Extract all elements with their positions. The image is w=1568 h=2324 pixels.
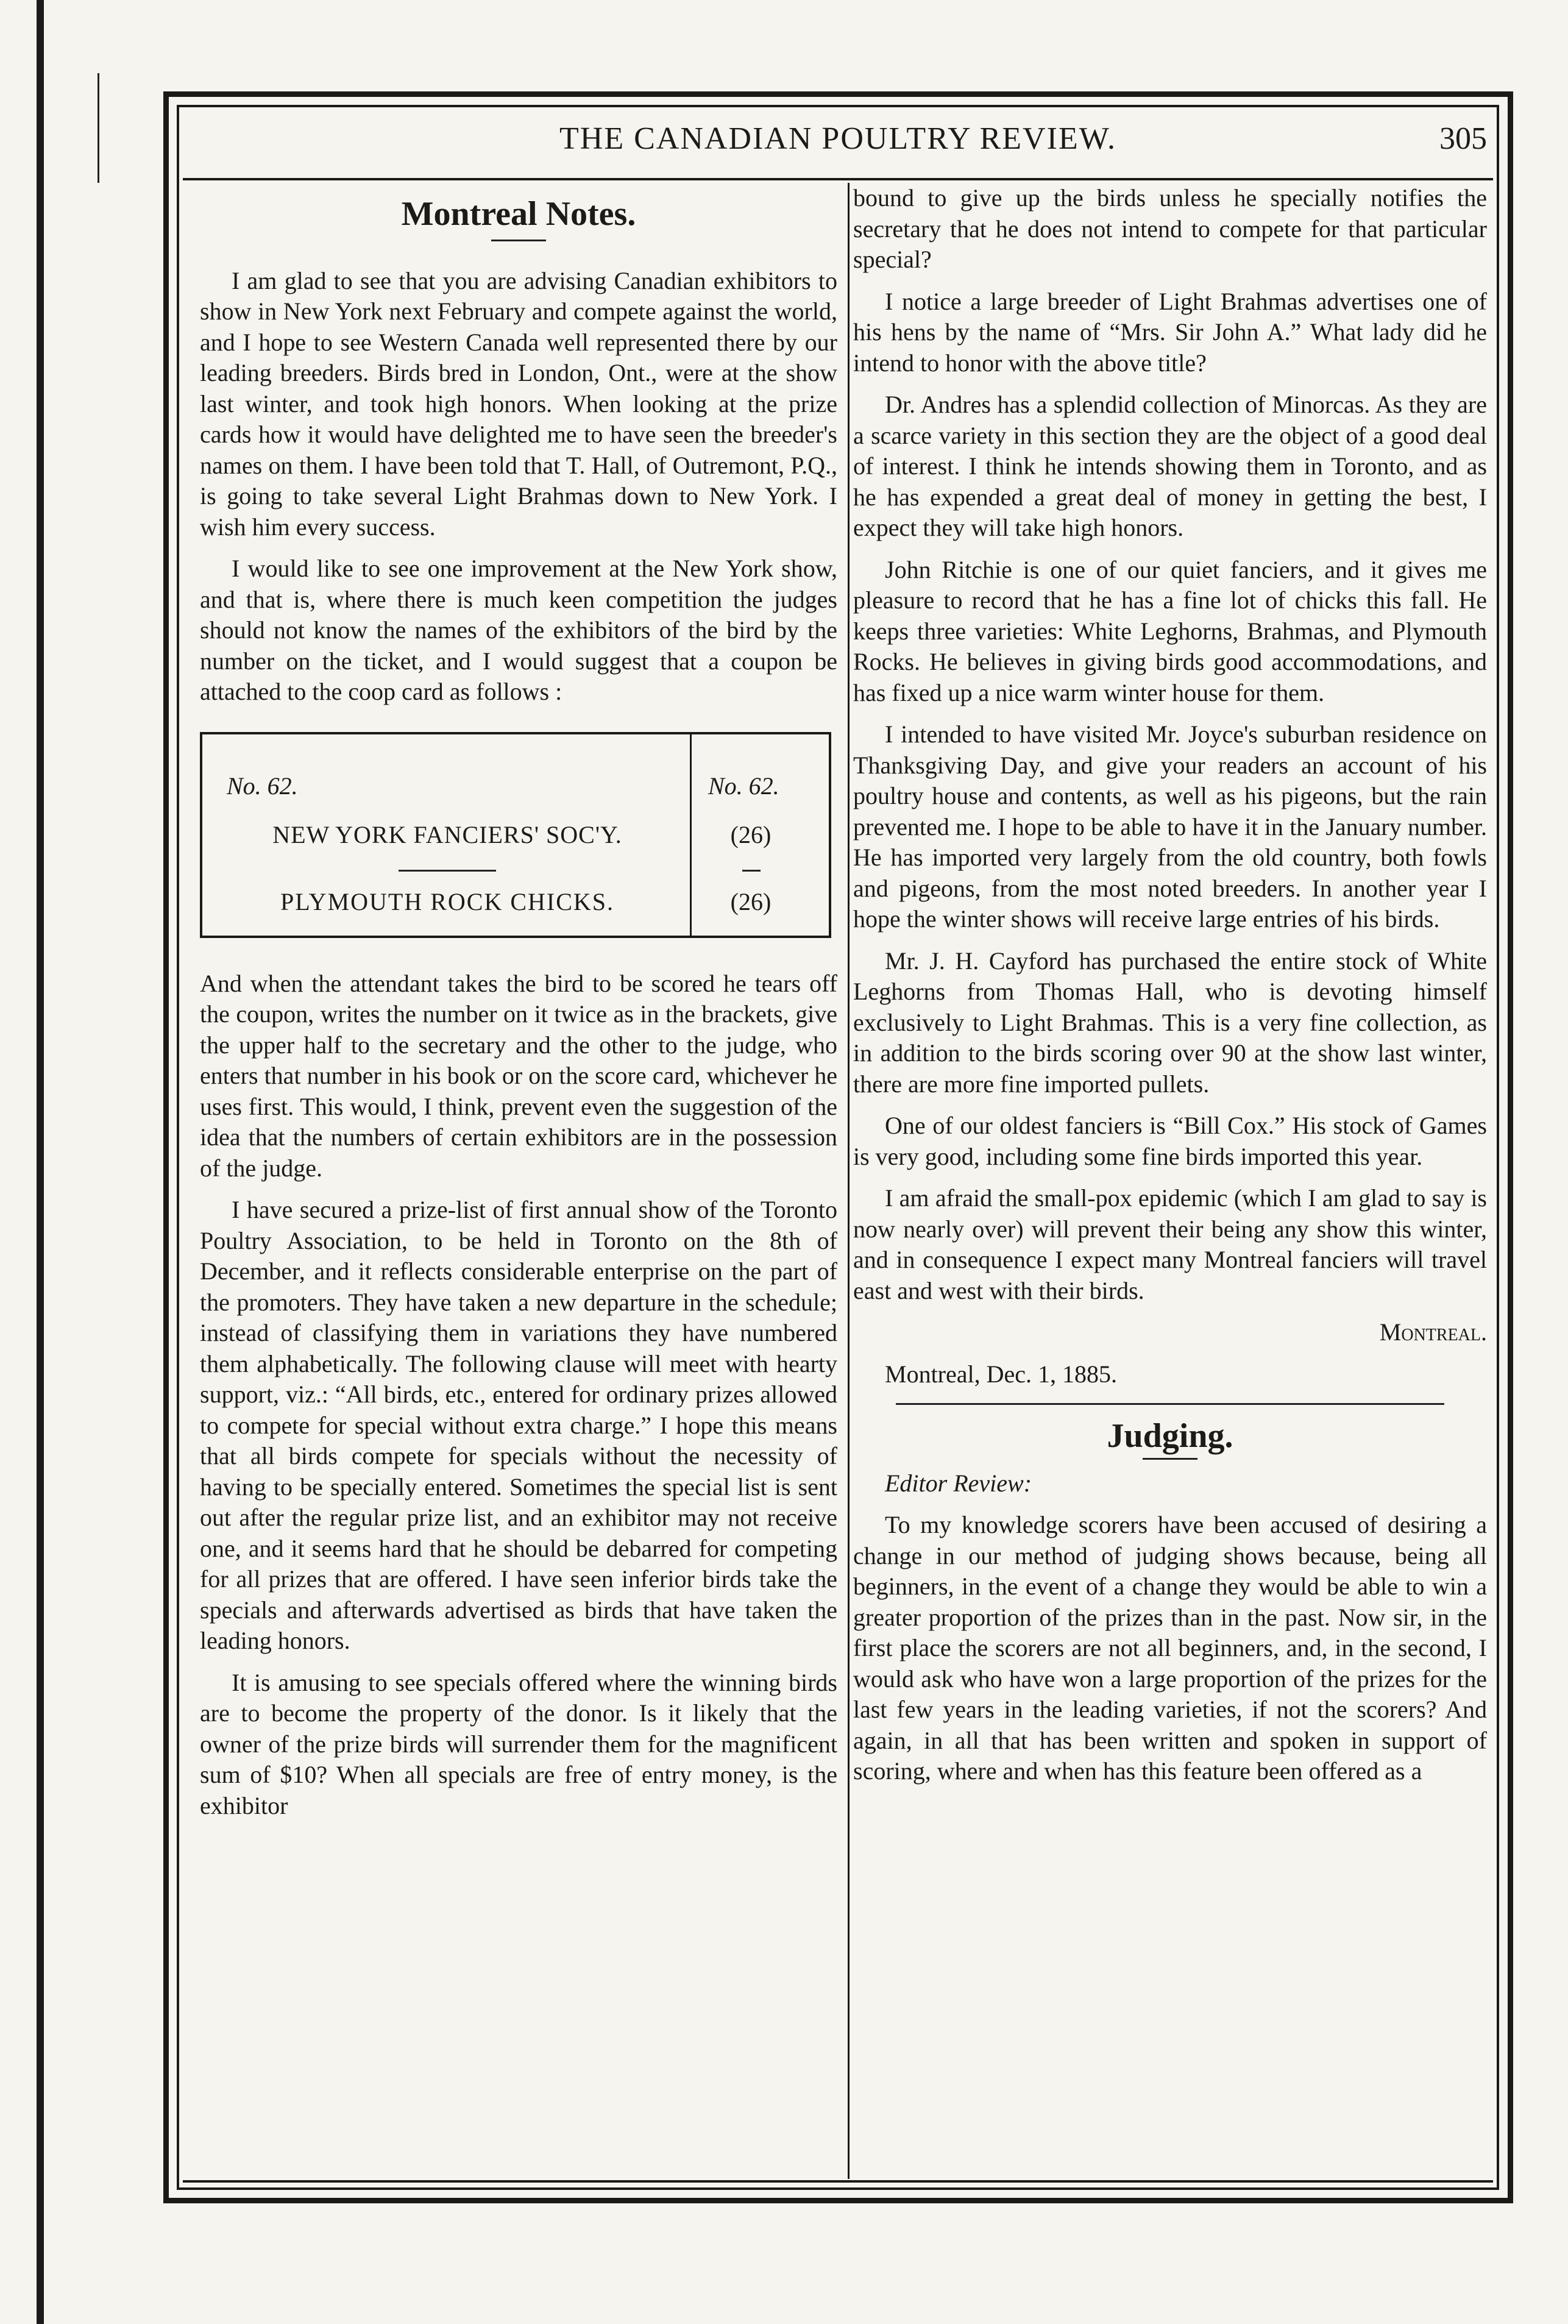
paragraph: I am afraid the small-pox epidemic (which I am glad to say is now nearly over) will prevent their being any show this winter, and in consequence I expect many Montreal fanciers will travel east and west with their birds. (853, 1184, 1487, 1304)
coupon-tear-line (690, 734, 692, 936)
column-divider (848, 183, 850, 2179)
paragraph: I notice a large breeder of Light Brahmas advertises one of his hens by the name of “Mrs. Sir John A.” What lady did he intend to honor with the above title? (853, 287, 1487, 377)
paragraph: Mr. J. H. Cayford has purchased the entire stock of White Leghorns from Thomas Hall, who is devoting himself exclusively to Light Brahmas. This is a very fine collection, as in addition to the birds scoring over 90 at the show last winter, there are more fine imported pullets. (853, 947, 1487, 1098)
footer-rule (183, 2180, 1493, 2183)
binding-edge (37, 0, 44, 2324)
paragraph: And when the attendant takes the bird to be scored he tears off the coupon, writes the number on it twice as in the brackets, give the upper half to the secretary and the other to the judge, who enters that number in his book or on the score card, whichever he uses first. This would, I think, prevent even the suggestion of the idea that the numbers of certain exhibitors are in the possession of the judge. (200, 969, 837, 1182)
coupon-right-value: (26) (730, 887, 772, 915)
header-rule (183, 178, 1493, 180)
heading-rule (491, 240, 546, 241)
signature: Montreal. (1379, 1318, 1487, 1346)
paragraph: Dr. Andres has a splendid collection of Minorcas. As they are a scarce variety in this section they are the object of a good deal of interest. I think he intends showing them in Toronto, and as he has expended a great deal of money in getting the best, I expect they will take high honors. (853, 391, 1487, 541)
salutation: Editor Review: (885, 1469, 1032, 1497)
paragraph: I would like to see one improvement at the New York show, and that is, where there is much keen competition the judges should not know the names of the exhibitors of the bird by the number on the ticket, and I would suggest that a coupon be attached to the coop card as follows : (200, 555, 837, 705)
left-column (200, 183, 837, 1832)
journal-title: THE CANADIAN POULTRY REVIEW. (559, 121, 1116, 156)
paragraph: bound to give up the birds unless he specially notifies the secretary that he does not intend to compete for that particular special? (853, 184, 1487, 273)
right-column (853, 183, 1487, 1798)
binding-mark (98, 73, 99, 183)
paragraph: I intended to have visited Mr. Joyce's suburban residence on Thanksgiving Day, and give your readers an account of his poultry house and contents, as well as his pigeons, but the rain prevented me. I hope to be able to have it in the January number. He has imported very largely from the old country, both fowls and pigeons, from the most noted breeders. In another year I hope the winter shows will receive large entries of his birds. (853, 720, 1487, 933)
section-rule (896, 1403, 1444, 1405)
coupon-class-line: PLYMOUTH ROCK CHICKS. (280, 887, 615, 915)
article-heading-judging: Judging. (1107, 1417, 1233, 1455)
coupon-rule (742, 870, 761, 872)
paragraph: To my knowledge scorers have been accused of desiring a change in our method of judging shows because, being all beginners, in the event of a change they would be able to win a greater proportion of the prizes than in the past. Now sir, in the first place the scorers are not all beginners, and, in the second, I would ask who have won a large proportion of the prizes for the last few years in the leading varieties, if not the scorers? And again, in all that has been written and spoken in support of scoring, where and when has this feature been offered as a (853, 1511, 1487, 1785)
coupon-society-line: NEW YORK FANCIERS' SOC'Y. (272, 820, 622, 848)
coupon-left-number: No. 62. (227, 772, 298, 800)
page-number: 305 (1439, 121, 1487, 156)
paragraph: I am glad to see that you are advising Canadian exhibitors to show in New York next February and compete against the world, and I hope to see Western Canada well represented there by our leading breeders. Birds bred in London, Ont., were at the show last winter, and took high honors. When looking at the prize cards how it would have delighted me to have seen the breeder's names on them. I have been told that T. Hall, of Outremont, P.Q., is going to take several Light Brahmas down to New York. I wish him every success. (200, 266, 837, 541)
coupon-rule (399, 870, 496, 872)
paragraph: It is amusing to see specials offered where the winning birds are to become the property of the donor. Is it likely that the owner of the prize birds will surrender them for the magnificent sum of $10? When all specials are free of entry money, is the exhibitor (200, 1668, 837, 1819)
running-header (183, 115, 1493, 176)
paragraph: One of our oldest fanciers is “Bill Cox.” His stock of Games is very good, including some fine birds imported this year. (853, 1112, 1487, 1170)
dateline: Montreal, Dec. 1, 1885. (885, 1360, 1118, 1388)
coupon-right-value: (26) (730, 820, 772, 848)
article-heading-montreal-notes: Montreal Notes. (401, 195, 636, 233)
coupon-illustration (200, 732, 831, 938)
paragraph: I have secured a prize-list of first annual show of the Toronto Poultry Association, to be held in Toronto on the 8th of December, and it reflects considerable enterprise on the part of the promoters. They have taken a new departure in the schedule; instead of classifying them in variations they have numbered them alphabetically. The following clause will meet with hearty support, viz.: “All birds, etc., entered for ordinary prizes allowed to compete for special without extra charge.” I hope this means that all birds compete for specials without the necessity of having to be specially entered. Sometimes the special list is sent out after the regular prize list, and an exhibitor may not receive one, and it seems hard that he should be debarred for competing for all prizes that are offered. I have seen inferior birds take the specials and afterwards advertised as birds that have taken the leading honors. (200, 1196, 837, 1654)
coupon-right-number: No. 62. (708, 772, 779, 800)
heading-rule (1143, 1458, 1197, 1460)
paragraph: John Ritchie is one of our quiet fanciers, and it gives me pleasure to record that he has a fine lot of chicks this fall. He keeps three varieties: White Leghorns, Brahmas, and Plymouth Rocks. He believes in giving birds good accommodations, and has fixed up a nice warm winter house for them. (853, 555, 1487, 706)
